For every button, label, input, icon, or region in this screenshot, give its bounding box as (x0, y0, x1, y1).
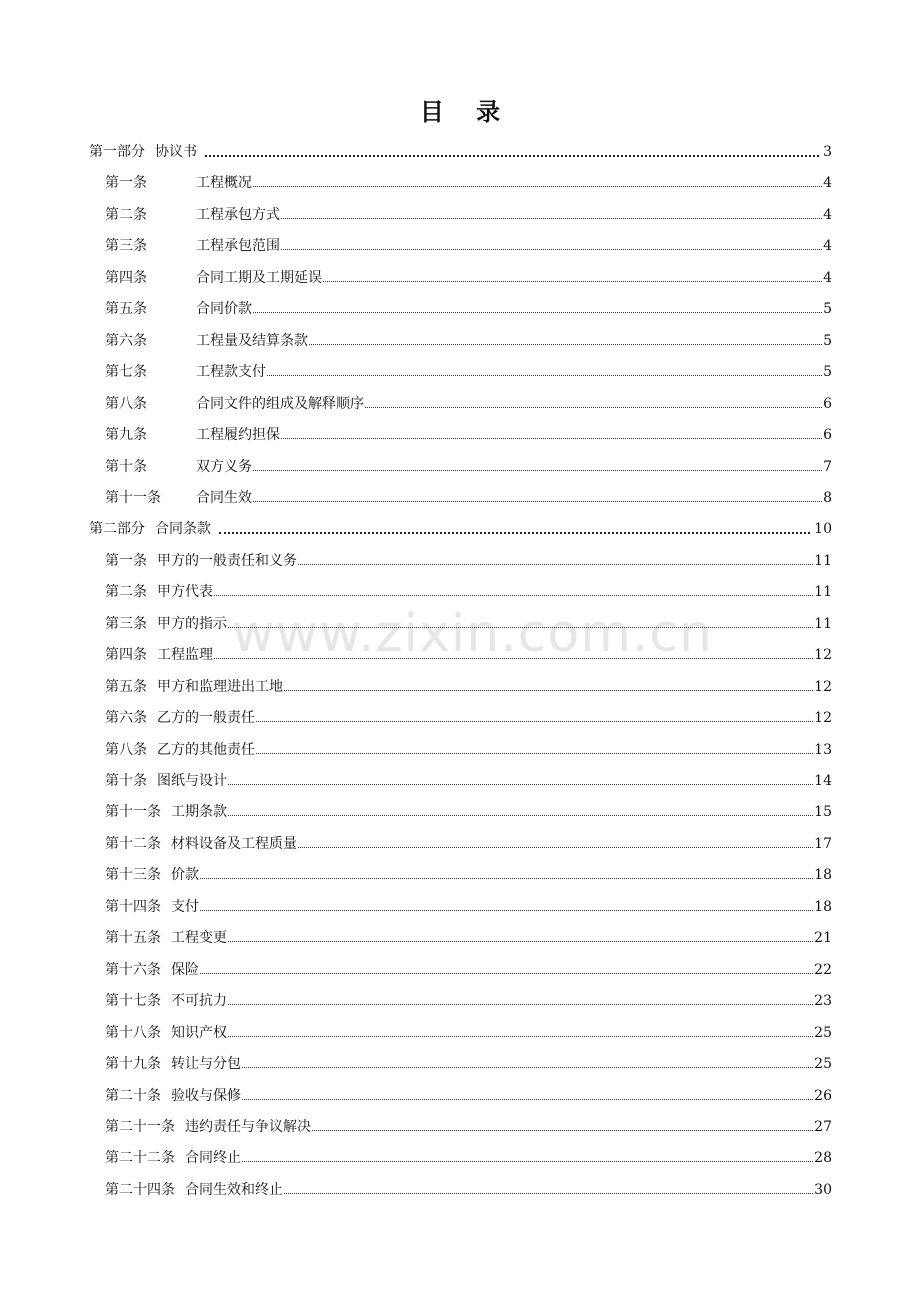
toc-entry-number: 第十五条 (105, 930, 161, 946)
toc-page-number: 11 (814, 616, 832, 632)
toc-entry-label: 工程监理 (157, 647, 213, 663)
toc-page-number: 30 (814, 1182, 832, 1198)
toc-section-entry[interactable] (89, 139, 832, 161)
toc-entry-number: 第五条 (105, 301, 147, 317)
toc-entry-number: 第十条 (105, 773, 147, 789)
toc-entry-label: 转让与分包 (171, 1056, 241, 1072)
toc-entry-number: 第十条 (105, 459, 147, 475)
toc-entry-number: 第六条 (105, 333, 147, 349)
toc-entry-number: 第五条 (105, 679, 147, 695)
toc-entry-number: 第一条 (105, 553, 147, 569)
toc-entry-number: 第十三条 (105, 867, 161, 883)
toc-entry-number: 第一部分 (89, 144, 145, 160)
toc-item-entry[interactable] (105, 296, 832, 318)
toc-page-number: 12 (814, 710, 832, 726)
toc-item-entry[interactable] (105, 265, 832, 287)
toc-leader-dots (228, 1034, 813, 1037)
toc-leader-dots (214, 656, 813, 659)
toc-page-number: 21 (814, 930, 832, 946)
toc-leader-dots (200, 908, 813, 911)
toc-leader-dots (242, 1065, 813, 1068)
toc-item-entry[interactable] (105, 957, 832, 979)
toc-entry-number: 第二十二条 (105, 1150, 175, 1166)
toc-page-number: 4 (823, 270, 832, 286)
toc-entry-number: 第十二条 (105, 836, 161, 852)
toc-entry-label: 合同终止 (185, 1150, 241, 1166)
toc-entry-number: 第九条 (105, 427, 147, 443)
toc-page-number: 23 (814, 993, 832, 1009)
toc-item-entry[interactable] (105, 674, 832, 696)
toc-item-entry[interactable] (105, 1083, 832, 1105)
toc-leader-dots (228, 782, 813, 785)
toc-item-entry[interactable] (105, 422, 832, 444)
toc-entry-number: 第二十一条 (105, 1119, 175, 1135)
toc-entry-number: 第十八条 (105, 1025, 161, 1041)
toc-item-entry[interactable] (105, 799, 832, 821)
toc-entry-number: 第二条 (105, 207, 147, 223)
toc-entry-label: 工程承包方式 (196, 207, 280, 223)
toc-item-entry[interactable] (105, 705, 832, 727)
toc-item-entry[interactable] (105, 1051, 832, 1073)
toc-page-number: 26 (814, 1088, 832, 1104)
toc-page-number: 28 (814, 1150, 832, 1166)
toc-page-number: 4 (823, 238, 832, 254)
toc-leader-dots (253, 184, 822, 187)
toc-page-number: 11 (814, 553, 832, 569)
toc-item-entry[interactable] (105, 1020, 832, 1042)
toc-entry-number: 第三条 (105, 238, 147, 254)
toc-page-number: 13 (814, 742, 832, 758)
toc-page-number: 14 (814, 773, 832, 789)
toc-section-entry[interactable] (89, 516, 832, 538)
toc-page-number: 18 (814, 899, 832, 915)
watermark: www.zixin.com.cn (232, 604, 713, 664)
toc-leader-dots (242, 1159, 813, 1162)
toc-page-number: 6 (823, 396, 832, 412)
toc-item-entry[interactable] (105, 737, 832, 759)
toc-page-number: 7 (823, 459, 832, 475)
toc-page-number: 25 (814, 1025, 832, 1041)
toc-entry-label: 合同价款 (196, 301, 252, 317)
toc-entry-label: 违约责任与争议解决 (185, 1119, 311, 1135)
toc-entry-label: 乙方的其他责任 (157, 742, 255, 758)
toc-entry-number: 第二部分 (89, 521, 145, 537)
toc-leader-dots (281, 216, 822, 219)
toc-leader-dots (200, 971, 813, 974)
toc-entry-label: 工程款支付 (196, 364, 266, 380)
toc-item-entry[interactable] (105, 579, 832, 601)
toc-item-entry[interactable] (105, 359, 832, 381)
toc-entry-label: 双方义务 (196, 459, 252, 475)
toc-leader-dots (253, 468, 822, 471)
toc-leader-dots (219, 530, 810, 534)
toc-leader-dots (365, 405, 822, 408)
toc-leader-dots (253, 310, 822, 313)
toc-leader-dots (253, 499, 822, 502)
toc-leader-dots (214, 593, 813, 596)
toc-leader-dots (298, 562, 813, 565)
toc-entry-label: 甲方的一般责任和义务 (157, 553, 297, 569)
toc-item-entry[interactable] (105, 1145, 832, 1167)
toc-entry-label: 协议书 (155, 144, 197, 160)
toc-entry-label: 工程概况 (196, 175, 252, 191)
toc-entry-label: 材料设备及工程质量 (171, 836, 297, 852)
toc-entry-number: 第七条 (105, 364, 147, 380)
toc-page-number: 17 (814, 836, 832, 852)
toc-leader-dots (281, 436, 822, 439)
toc-entry-label: 合同生效 (196, 490, 252, 506)
toc-entry-label: 图纸与设计 (157, 773, 227, 789)
toc-entry-number: 第二十条 (105, 1088, 161, 1104)
toc-item-entry[interactable] (105, 202, 832, 224)
toc-leader-dots (256, 719, 813, 722)
toc-title: 目 录 (419, 97, 513, 126)
toc-item-entry[interactable] (105, 988, 832, 1010)
toc-item-entry[interactable] (105, 611, 832, 633)
toc-entry-number: 第十四条 (105, 899, 161, 915)
toc-page-number: 12 (814, 647, 832, 663)
toc-page-number: 18 (814, 867, 832, 883)
toc-entry-number: 第十一条 (105, 804, 161, 820)
toc-entry-number: 第二条 (105, 584, 147, 600)
toc-item-entry[interactable] (105, 1177, 832, 1199)
toc-entry-number: 第六条 (105, 710, 147, 726)
toc-page-number: 11 (814, 584, 832, 600)
toc-entry-number: 第八条 (105, 742, 147, 758)
toc-entry-label: 不可抗力 (171, 993, 227, 1009)
toc-entry-label: 合同文件的组成及解释顺序 (196, 396, 364, 412)
toc-leader-dots (242, 1097, 813, 1100)
toc-entry-label: 合同条款 (155, 521, 211, 537)
toc-item-entry[interactable] (105, 391, 832, 413)
toc-item-entry[interactable] (105, 768, 832, 790)
toc-entry-label: 价款 (171, 867, 199, 883)
toc-page-number: 15 (814, 804, 832, 820)
toc-leader-dots (298, 845, 813, 848)
toc-page-number: 5 (823, 301, 832, 317)
toc-entry-label: 知识产权 (171, 1025, 227, 1041)
toc-entry-number: 第十六条 (105, 962, 161, 978)
toc-page-number: 25 (814, 1056, 832, 1072)
toc-leader-dots (228, 625, 813, 628)
toc-entry-label: 合同生效和终止 (185, 1182, 283, 1198)
toc-entry-label: 保险 (171, 962, 199, 978)
toc-entry-number: 第四条 (105, 270, 147, 286)
toc-page-number: 22 (814, 962, 832, 978)
toc-leader-dots (284, 688, 813, 691)
toc-entry-number: 第八条 (105, 396, 147, 412)
toc-entry-label: 工程承包范围 (196, 238, 280, 254)
toc-page-number: 5 (823, 364, 832, 380)
toc-leader-dots (267, 373, 822, 376)
toc-page-number: 5 (823, 333, 832, 349)
toc-leader-dots (312, 1128, 813, 1131)
toc-leader-dots (281, 247, 822, 250)
toc-page-number: 8 (823, 490, 832, 506)
toc-entry-label: 工期条款 (171, 804, 227, 820)
toc-item-entry[interactable] (105, 548, 832, 570)
toc-entry-number: 第一条 (105, 175, 147, 191)
toc-leader-dots (323, 279, 822, 282)
toc-page-number: 4 (823, 175, 832, 191)
toc-item-entry[interactable] (105, 925, 832, 947)
toc-item-entry[interactable] (105, 862, 832, 884)
toc-entry-number: 第十七条 (105, 993, 161, 1009)
toc-entry-label: 甲方代表 (157, 584, 213, 600)
toc-item-entry[interactable] (105, 831, 832, 853)
toc-page-number: 3 (823, 144, 832, 160)
toc-item-entry[interactable] (105, 894, 832, 916)
toc-entry-label: 乙方的一般责任 (157, 710, 255, 726)
toc-entry-number: 第十一条 (105, 490, 161, 506)
toc-entry-label: 甲方和监理进出工地 (157, 679, 283, 695)
toc-item-entry[interactable] (105, 1114, 832, 1136)
toc-leader-dots (309, 342, 822, 345)
toc-page-number: 4 (823, 207, 832, 223)
toc-page-number: 6 (823, 427, 832, 443)
toc-entry-label: 工程履约担保 (196, 427, 280, 443)
toc-page-number: 27 (814, 1119, 832, 1135)
toc-leader-dots (200, 876, 813, 879)
toc-item-entry[interactable] (105, 328, 832, 350)
toc-item-entry[interactable] (105, 454, 832, 476)
toc-leader-dots (228, 1002, 813, 1005)
toc-entry-label: 甲方的指示 (157, 616, 227, 632)
toc-item-entry[interactable] (105, 642, 832, 664)
toc-leader-dots (205, 153, 819, 157)
toc-entry-label: 工程量及结算条款 (196, 333, 308, 349)
toc-leader-dots (256, 751, 813, 754)
toc-entry-label: 验收与保修 (171, 1088, 241, 1104)
toc-entry-label: 支付 (171, 899, 199, 915)
toc-entry-label: 工程变更 (171, 930, 227, 946)
toc-entry-label: 合同工期及工期延误 (196, 270, 322, 286)
toc-item-entry[interactable] (105, 485, 832, 507)
toc-entry-number: 第三条 (105, 616, 147, 632)
toc-entry-number: 第十九条 (105, 1056, 161, 1072)
toc-page-number: 10 (814, 521, 832, 537)
toc-leader-dots (228, 813, 813, 816)
toc-leader-dots (284, 1191, 813, 1194)
toc-leader-dots (228, 939, 813, 942)
toc-page-number: 12 (814, 679, 832, 695)
toc-item-entry[interactable] (105, 233, 832, 255)
toc-item-entry[interactable] (105, 170, 832, 192)
toc-entry-number: 第二十四条 (105, 1182, 175, 1198)
toc-entry-number: 第四条 (105, 647, 147, 663)
